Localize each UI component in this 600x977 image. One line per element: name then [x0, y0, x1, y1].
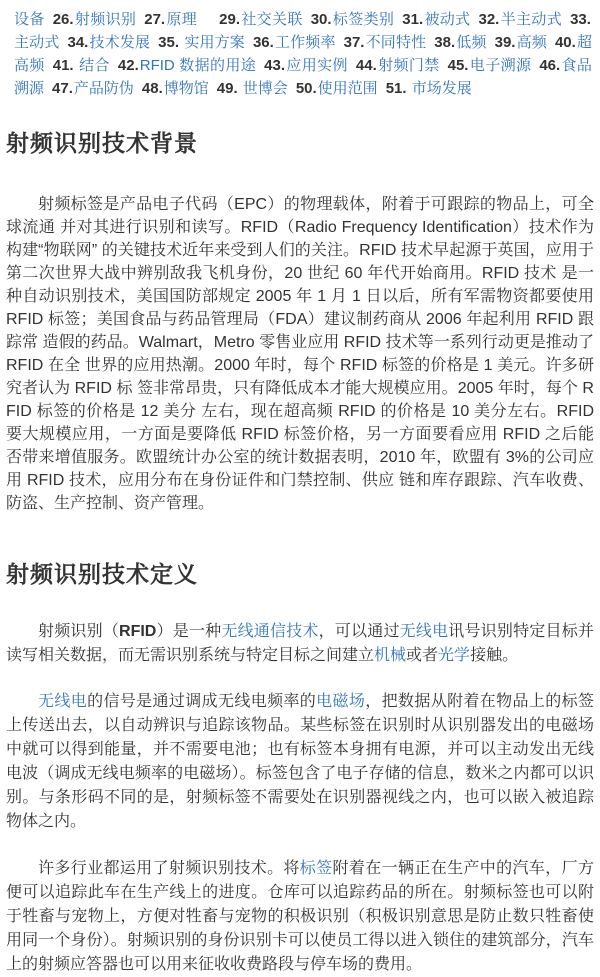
catalog-link-27[interactable]: 原理: [166, 11, 198, 28]
text-segment: 讯号识别特定目标并读写相关数据，而无需识别系统与特定目标之间建立: [6, 623, 594, 664]
catalog-item-number: 51.: [385, 80, 411, 97]
catalog-item: [14, 11, 45, 28]
catalog-link-34[interactable]: 技术发展: [89, 34, 151, 51]
catalog-item: [158, 34, 245, 51]
catalog-item: [53, 11, 137, 28]
catalog-item-number: 44.: [355, 57, 377, 74]
catalog-link-31[interactable]: 被动式: [424, 11, 471, 28]
catalog-item-number: 27.: [144, 11, 166, 28]
background-text: 射频标签是产品电子代码（EPC）的物理载体，附着于可跟踪的物品上，可全球流通 并对其进行识别和读写。RFID（Radio Frequency Identification）技术作为构建“物联网” 的关键技术近年来受到人们的关注。RFID 技术早起源于英国，应用于第二次世界大战中辨别敌我飞机身份，20 世纪 60 年代开始商用。RFID 技术 是一种自动识别技术，美国国防部规定 2005 年 1 月 1 日以后，所有军需物资都要使用 RFID 标签；美国食品与药品管理局（FDA）建议制药商从 2006 年起利用 RFID 跟踪常 造假的药品。Walmart，Metro 零售业应用 RFID 技术等一系列行动更是推动了 RFID 在全 世界的应用热潮。2000 年时，每个 RFID 标签的价格是 1 美元。许多研究者认为 RFID 标 签非常昂贵，只有降低成本才能大规模应用。2005 年时，每个 RFID 标签的价格是 12 美分 左右，现在超高频 RFID 的价格是 10 美分左右。RFID 要大规模应用，一方面是要降低 RFID 标签价格，另一方面要看应用 RFID 之后能否带来增值服务。欧盟统计办公室的统计数据表明，2010 年，欧盟有 3%的公司应用 RFID 技术，应用分布在身份证件和门禁控制、供应 链和库存跟踪、汽车收费、防盗、生产控制、资产管理。: [6, 196, 594, 512]
definition-paragraph-3: [6, 857, 594, 977]
catalog-item-number: 36.: [252, 34, 274, 51]
catalog-item-number: 48.: [141, 80, 163, 97]
catalog-link-30[interactable]: 标签类别: [332, 11, 395, 28]
text-segment: 的信号是通过调成无线电频率的: [87, 693, 317, 710]
catalog-item-number: 32.: [478, 11, 500, 28]
text-segment: 接触。: [470, 647, 519, 664]
catalog-item-number: 26.: [52, 11, 74, 28]
catalog-link-36[interactable]: 工作频率: [274, 34, 336, 51]
catalog-link-29[interactable]: 社交关联: [241, 11, 303, 28]
catalog-item: [144, 11, 197, 28]
catalog-item-number: 38.: [434, 34, 456, 51]
rfid-bold-text: RFID: [119, 623, 157, 640]
catalog-item-number: 34.: [67, 34, 89, 51]
catalog-link-41[interactable]: 结合: [79, 57, 110, 74]
catalog-item-number: 42.: [117, 57, 139, 74]
catalog-item: [434, 34, 486, 51]
catalog-link-50[interactable]: 使用范围: [317, 80, 378, 97]
catalog-link-25-tail[interactable]: 设备: [14, 11, 45, 28]
text-segment: 许多行业都运用了射频识别技术。将: [38, 860, 300, 877]
link-mechanical[interactable]: 机械: [374, 647, 407, 664]
catalog-link-43[interactable]: 应用实例: [286, 57, 348, 74]
catalog-link-46[interactable]: 食品溯源: [14, 57, 592, 97]
catalog-item: [67, 34, 150, 51]
catalog-item-number: 43.: [264, 57, 286, 74]
link-tag[interactable]: 标签: [299, 860, 333, 877]
catalog-item: [402, 11, 470, 28]
text-segment: ）是一种: [156, 623, 222, 640]
catalog-item: [311, 11, 395, 28]
catalog-link-51[interactable]: 市场发展: [411, 80, 472, 97]
catalog-item: [495, 34, 547, 51]
catalog-item: [356, 57, 440, 74]
catalog-item-number: 37.: [343, 34, 365, 51]
catalog-item: [52, 80, 134, 97]
definition-paragraph-1: [6, 620, 594, 668]
catalog-item: [386, 80, 472, 97]
link-electromagnetic-field[interactable]: 电磁场: [316, 693, 366, 710]
catalog-item: [448, 57, 532, 74]
catalog-item-number: 50.: [295, 80, 317, 97]
catalog-item-number: 39.: [494, 34, 516, 51]
catalog-link-48[interactable]: 博物馆: [163, 80, 209, 97]
catalog-item: [264, 57, 348, 74]
catalog-link-42[interactable]: RFID 数据的用途: [139, 57, 257, 74]
section-heading-definition: 射频识别技术定义: [6, 561, 198, 587]
catalog-item-number: 35.: [158, 34, 184, 51]
catalog-link-39[interactable]: 高频: [516, 34, 547, 51]
catalog-index: [0, 0, 600, 100]
catalog-item-number: 46.: [539, 57, 561, 74]
catalog-item: [53, 57, 110, 74]
catalog-link-49[interactable]: 世博会: [242, 80, 288, 97]
catalog-item-number: 30.: [310, 11, 332, 28]
catalog-item-number: 49.: [216, 80, 242, 97]
catalog-link-32[interactable]: 半主动式: [500, 11, 563, 28]
link-wireless-communication[interactable]: 无线通信技术: [221, 623, 319, 640]
definition-paragraph-2: [6, 690, 594, 834]
link-optical[interactable]: 光学: [438, 647, 471, 664]
catalog-item-number: 47.: [52, 80, 73, 97]
catalog-item: [118, 57, 256, 74]
text-segment: 附着在一辆正在生产中的汽车，厂方便可以追踪此车在生产线上的进度。仓库可以追踪药品的所在。射频标签也可以附于牲畜与宠物上，方便对牲畜与宠物的积极识别（积极识别意思是防止数只牲畜使用同一个身份）。射频识别的身份识别卡可以使员工得以进入锁住的建筑部分，汽车上的射频应答器也可以用来征收收费路段与停车场的费用。: [6, 860, 594, 973]
background-paragraph: [6, 193, 594, 515]
text-segment: ，把数据从附着在物品上的标签上传送出去，以自动辨识与追踪该物品。某些标签在识别时从识别器发出的电磁场中就可以得到能量，并不需要电池；也有标签本身拥有电源，并可以主动发出无线电波（调成无线电频率的电磁场）。标签包含了电子存储的信息，数米之内都可以识别。与条形码不同的是，射频标签不需要处在识别器视线之内，也可以嵌入被追踪物体之内。: [6, 693, 594, 830]
section-heading-background: 射频识别技术背景: [6, 130, 198, 156]
catalog-item-number: 41.: [52, 57, 79, 74]
text-segment: 射频识别（: [38, 623, 120, 640]
catalog-link-40[interactable]: 超高频: [14, 34, 592, 74]
catalog-link-33[interactable]: 主动式: [14, 34, 60, 51]
catalog-item: [253, 34, 336, 51]
text-segment: 或者: [406, 647, 439, 664]
catalog-item: [217, 80, 288, 97]
text-segment: ，可以通过: [318, 623, 400, 640]
catalog-link-26[interactable]: 射频识别: [74, 11, 137, 28]
catalog-link-38[interactable]: 低频: [456, 34, 487, 51]
catalog-link-44[interactable]: 射频门禁: [377, 57, 440, 74]
catalog-link-35[interactable]: 实用方案: [184, 34, 245, 51]
catalog-item: [479, 11, 563, 28]
catalog-link-37[interactable]: 不同特性: [365, 34, 427, 51]
catalog-item-number: 40.: [554, 34, 576, 51]
catalog-item: [219, 11, 303, 28]
catalog-item-number: 33.: [570, 11, 591, 28]
catalog-item-number: 29.: [219, 11, 240, 28]
catalog-link-45[interactable]: 电子溯源: [469, 57, 532, 74]
catalog-item: [344, 34, 427, 51]
link-radio[interactable]: 无线电: [38, 693, 88, 710]
catalog-item-number: 45.: [447, 57, 469, 74]
catalog-item: [142, 80, 209, 97]
catalog-item-number: 31.: [402, 11, 424, 28]
link-radio[interactable]: 无线电: [399, 623, 449, 640]
catalog-item: [296, 80, 378, 97]
catalog-link-47[interactable]: 产品防伪: [73, 80, 134, 97]
